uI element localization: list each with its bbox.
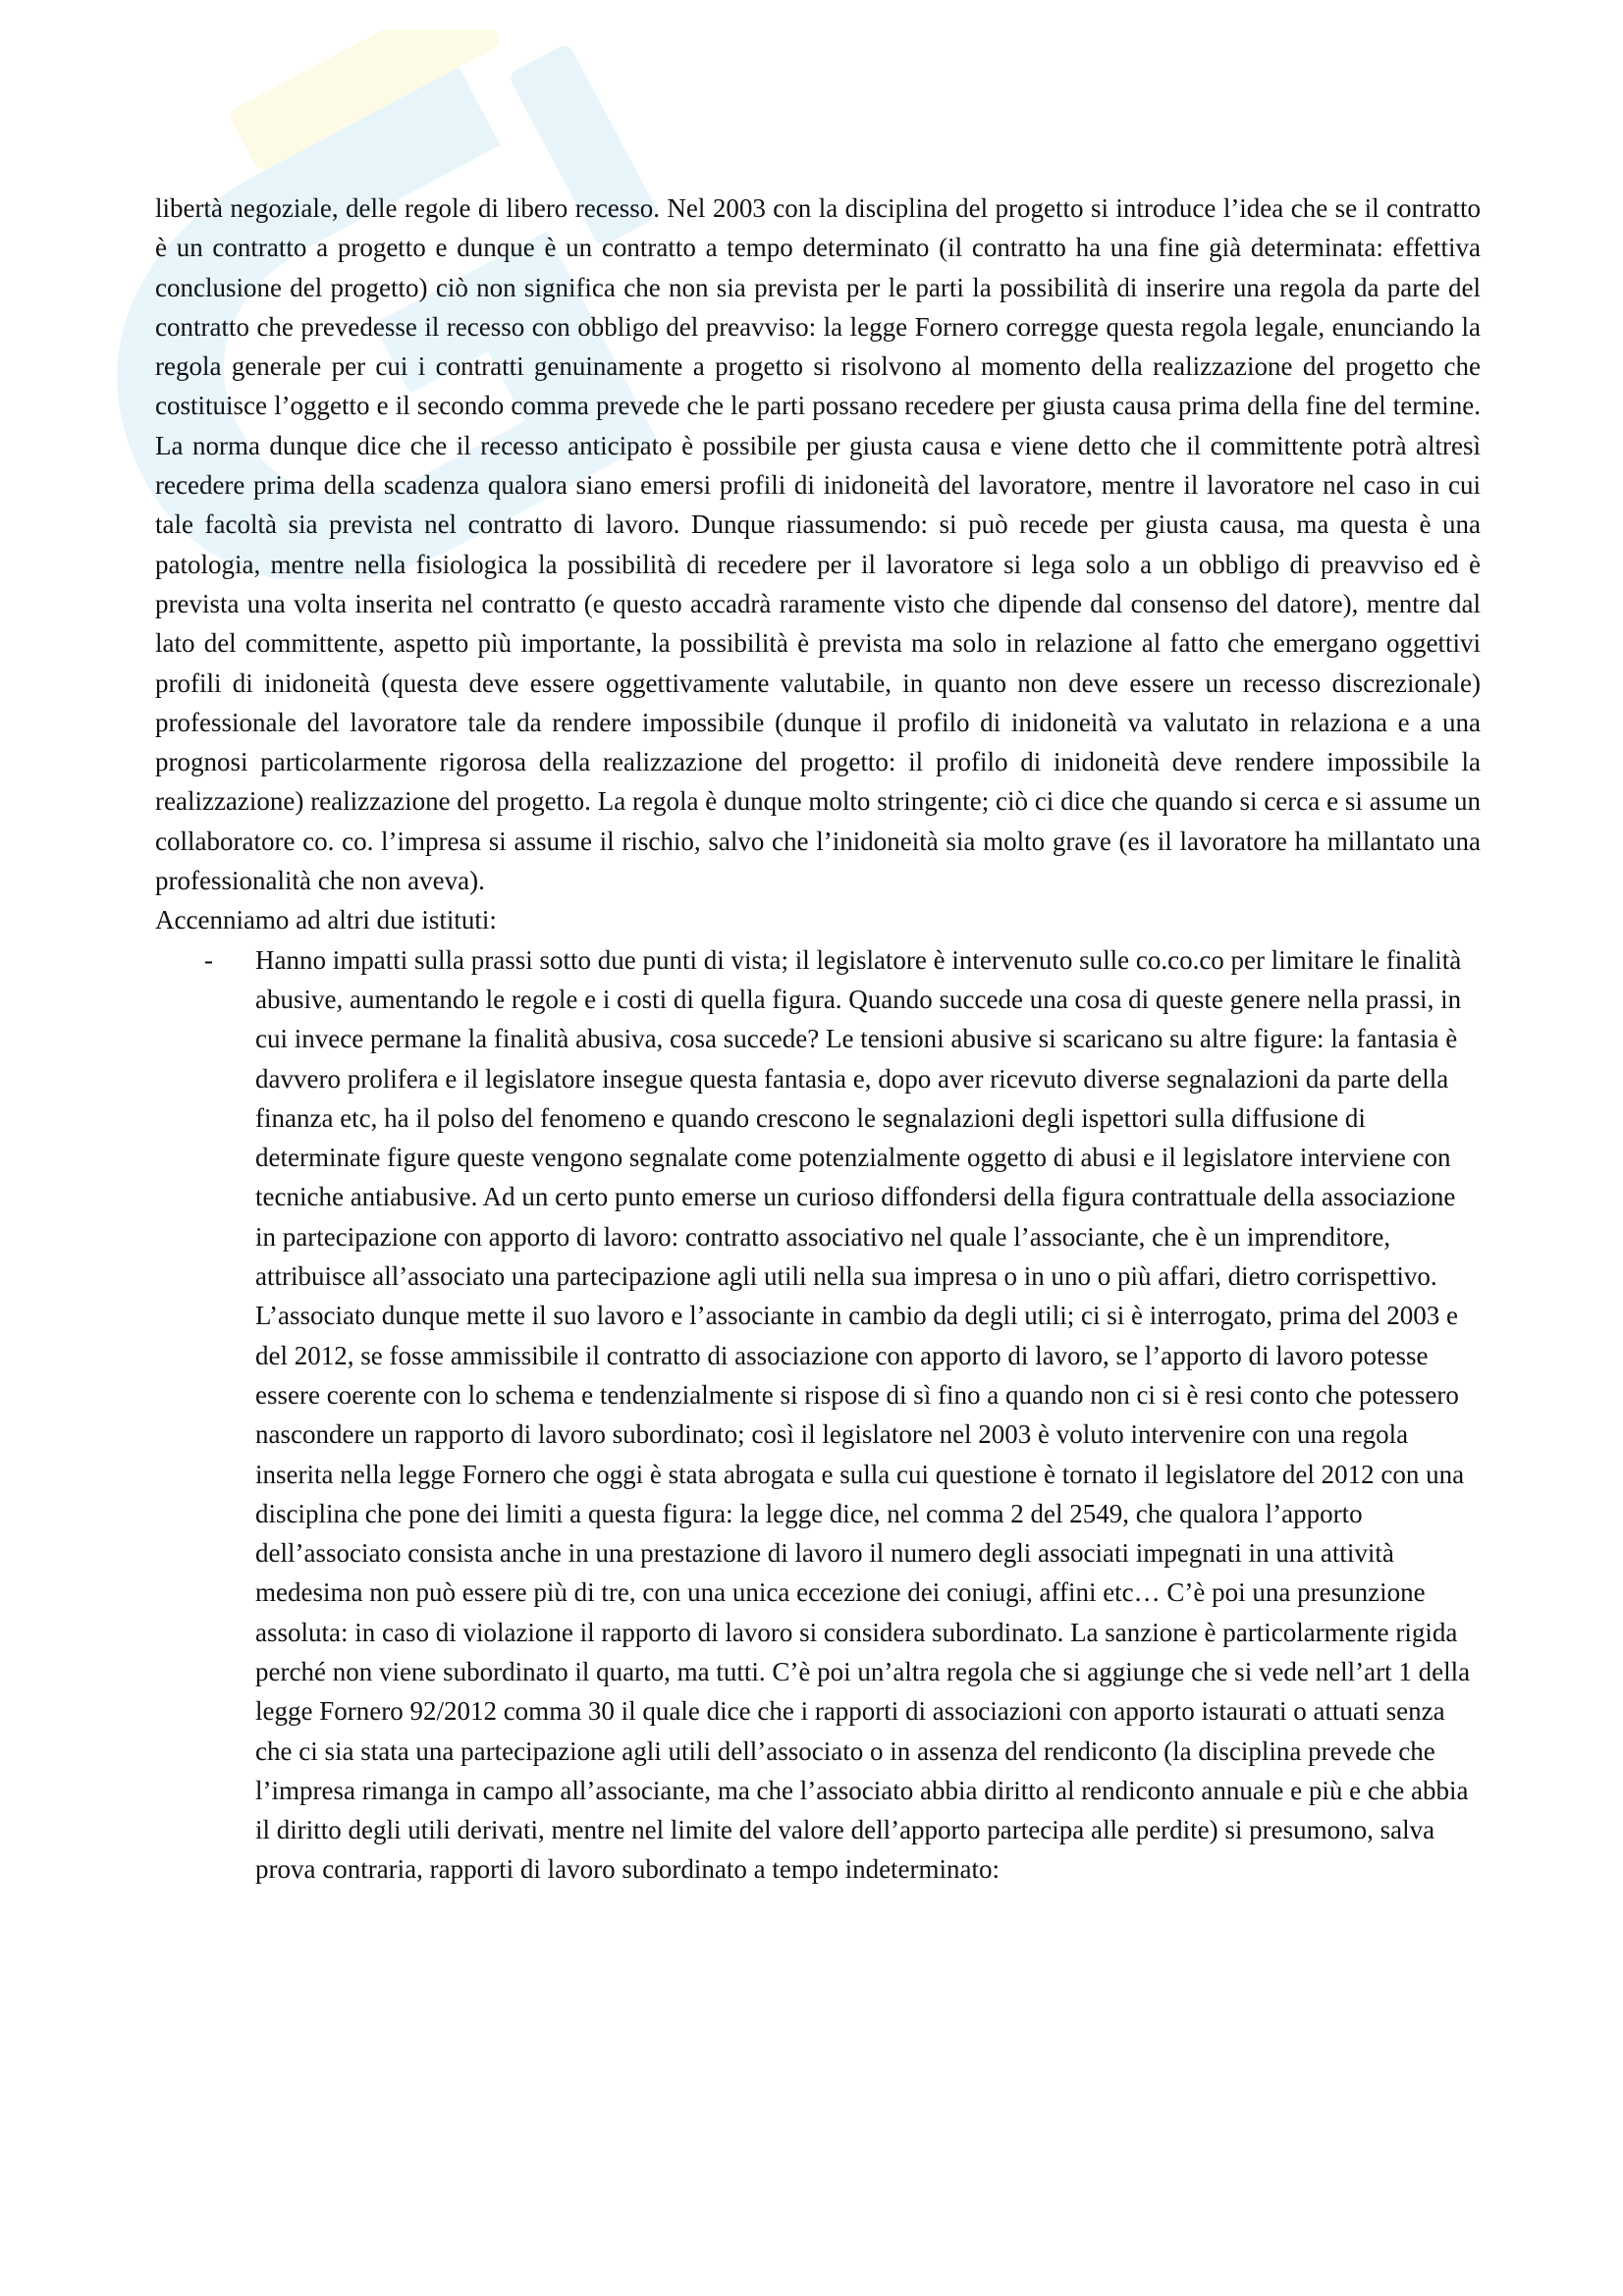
list-marker: - — [204, 944, 213, 975]
list-item — [155, 940, 1481, 1890]
list-item-text: Hanno impatti sulla prassi sotto due punti di vista; il legislatore è intervenuto sulle co.co.co per limitare le finalità abusive, aumentando le regole e i costi di quella figura. Quando succede una cosa di queste genere nella prassi, in cui invece permane la finalità abusiva, cosa succede? Le tensioni abusive si scaricano su altre figure: la fantasia è davvero prolifera e il legislatore insegue questa fantasia e, dopo aver ricevuto diverse segnalazioni da parte della finanza etc, ha il polso del fenomeno e quando crescono le segnalazioni degli ispettori sulla diffusione di determinate figure queste vengono segnalate come potenzialmente oggetto di abusi e il legislatore interviene con tecniche antiabusive. Ad un certo punto emerse un curioso diffondersi della figura contrattuale della associazione in partecipazione con apporto di lavoro: contratto associativo nel quale l’associante, che è un imprenditore, attribuisce all’associato una partecipazione agli utili nella sua impresa o in uno o più affari, dietro corrispettivo. L’associato dunque mette il suo lavoro e l’associante in cambio da degli utili; ci si è interrogato, prima del 2003 e del 2012, se fosse ammissibile il contratto di associazione con apporto di lavoro, se l’apporto di lavoro potesse essere coerente con lo schema e tendenzialmente si rispose di sì fino a quando non ci si è resi conto che potessero nascondere un rapporto di lavoro subordinato; così il legislatore nel 2003 è voluto intervenire con una regola inserita nella legge Fornero che oggi è stata abrogata e sulla cui questione è tornato il legislatore del 2012 con una disciplina che pone dei limiti a questa figura: la legge dice, nel comma 2 del 2549, che qualora l’apporto dell’associato consista anche in una prestazione di lavoro il numero degli associati impegnati in una attività medesima non può essere più di tre, con una unica eccezione dei coniugi, affini etc… C’è poi una presunzione assoluta: in caso di violazione il rapporto di lavoro si considera subordinato. La sanzione è particolarmente rigida perché non viene subordinato il quarto, ma tutti. C’è poi un’altra regola che si aggiunge che si vede nell’art 1 della legge Fornero 92/2012 comma 30 il quale dice che i rapporti di associazioni con apporto istaurati o attuati senza che ci sia stata una partecipazione agli utili dell’associato o in assenza del rendiconto (la disciplina prevede che l’impresa rimanga in campo all’associante, ma che l’associato abbia diritto al rendiconto annuale e più e che abbia il diritto degli utili derivati, mentre nel limite del valore dell’apporto partecipa alle perdite) si presumono, salva prova contraria, rapporti di lavoro subordinato a tempo indeterminato: — [255, 944, 1471, 1885]
intro-line: Accenniamo ad altri due istituti: — [155, 905, 497, 935]
bullet-list — [155, 940, 1481, 1890]
document-page — [155, 188, 1481, 1890]
body-paragraph: libertà negoziale, delle regole di libero recesso. Nel 2003 con la disciplina del progetto si introduce l’idea che se il contratto è un contratto a progetto e dunque è un contratto a tempo determinato (il contratto ha una fine già determinata: effettiva conclusione del progetto) ciò non significa che non sia prevista per le parti la possibilità di inserire una regola da parte del contratto che prevedesse il recesso con obbligo del preavviso: la legge Fornero corregge questa regola legale, enunciando la regola generale per cui i contratti genuinamente a progetto si risolvono al momento della realizzazione del progetto che costituisce l’oggetto e il secondo comma prevede che le parti possano recedere per giusta causa prima della fine del termine. La norma dunque dice che il recesso anticipato è possibile per giusta causa e viene detto che il committente potrà altresì recedere prima della scadenza qualora siano emersi profili di inidoneità del lavoratore, mentre il lavoratore nel caso in cui tale facoltà sia prevista nel contratto di lavoro. Dunque riassumendo: si può recede per giusta causa, ma questa è una patologia, mentre nella fisiologica la possibilità di recedere per il lavoratore si lega solo a un obbligo di preavviso ed è prevista una volta inserita nel contratto (e questo accadrà raramente visto che dipende dal consenso del datore), mentre dal lato del committente, aspetto più importante, la possibilità è prevista ma solo in relazione al fatto che emergano oggettivi profili di inidoneità (questa deve essere oggettivamente valutabile, in quanto non deve essere un recesso discrezionale) professionale del lavoratore tale da rendere impossibile (dunque il profilo di inidoneità va valutato in relaziona e a una prognosi particolarmente rigorosa della realizzazione del progetto: il profilo di inidoneità deve rendere impossibile la realizzazione) realizzazione del progetto. La regola è dunque molto stringente; ciò ci dice che quando si cerca e si assume un collaboratore co. co. l’impresa si assume il rischio, salvo che l’inidoneità sia molto grave (es il lavoratore ha millantato una professionalità che non aveva). — [155, 193, 1481, 896]
